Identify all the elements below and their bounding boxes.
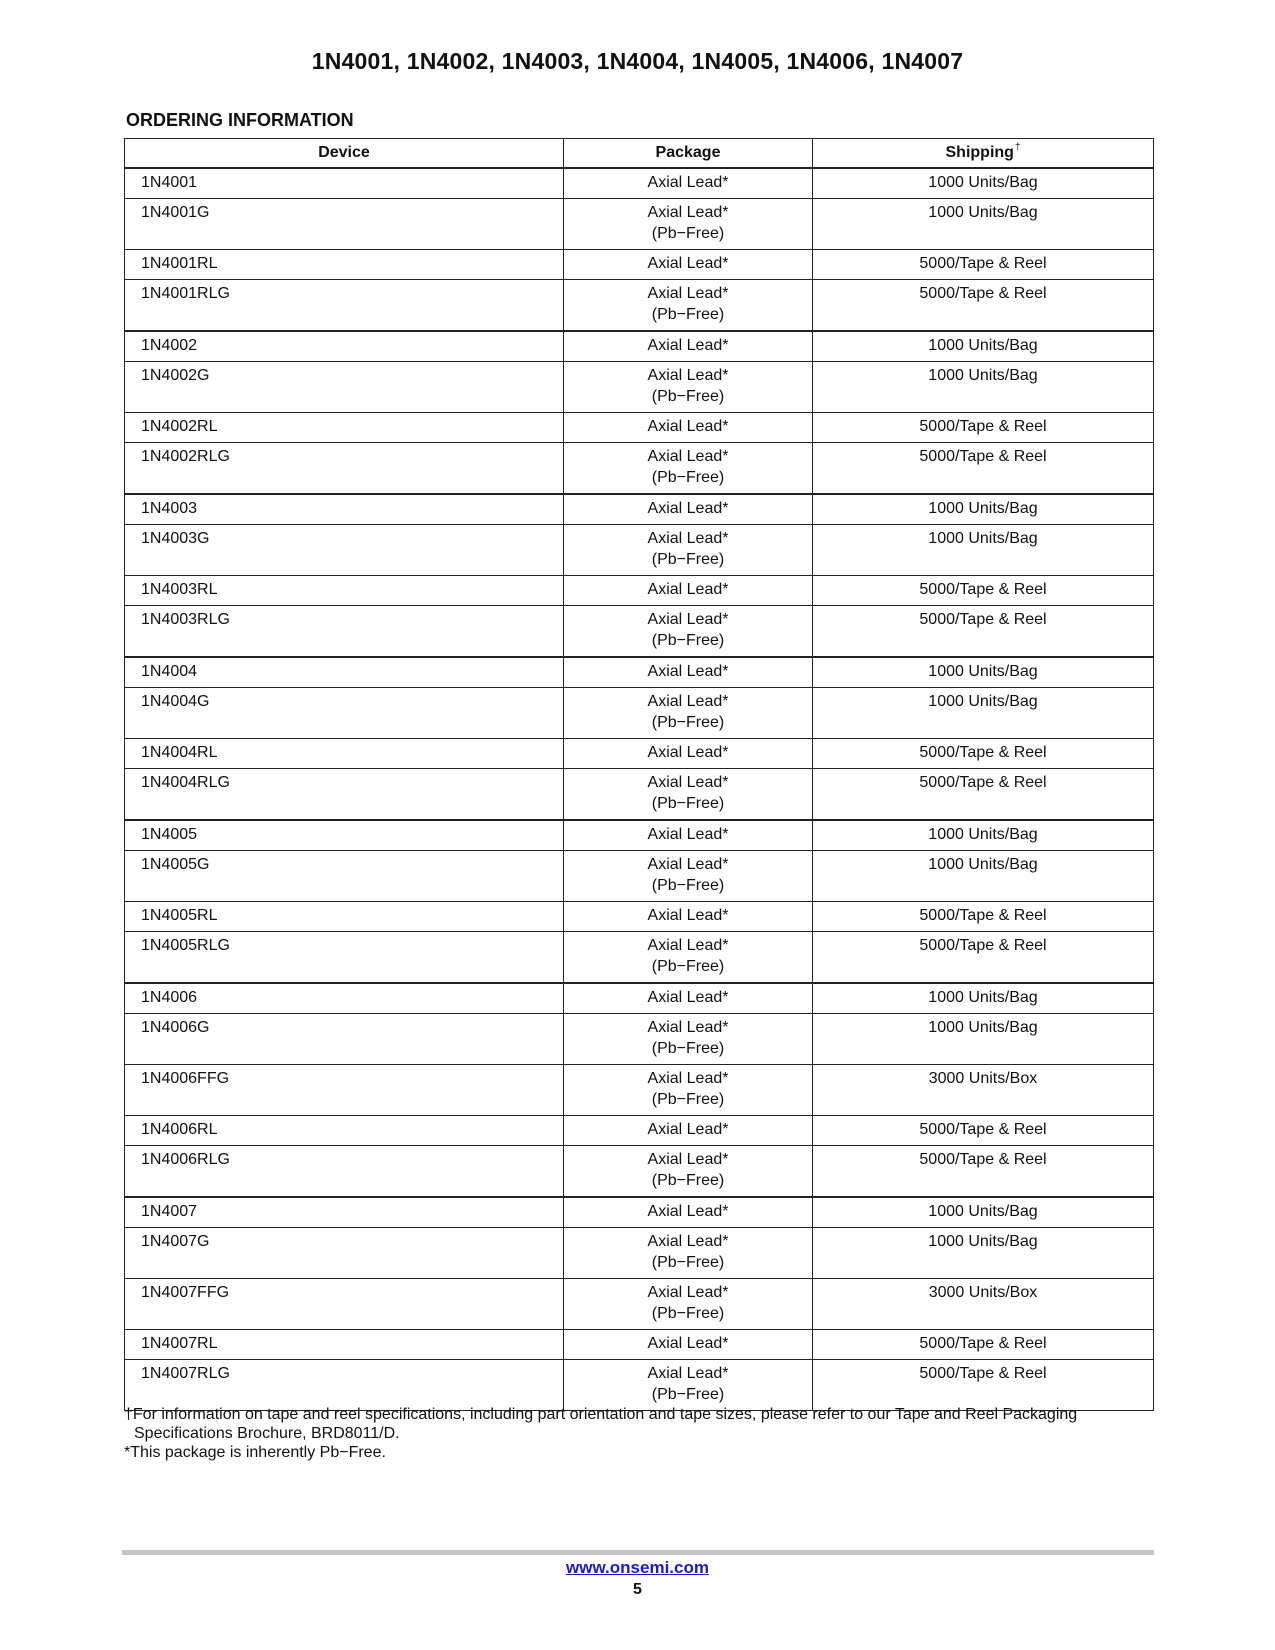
device-cell: 1N4005G (125, 851, 564, 902)
package-type: Axial Lead* (647, 693, 729, 710)
device-cell: 1N4004RL (125, 739, 564, 769)
package-type: Axial Lead* (647, 1151, 729, 1168)
package-type: Axial Lead* (647, 285, 729, 302)
table-row (125, 1279, 1154, 1330)
device-cell: 1N4002RL (125, 413, 564, 443)
package-cell (564, 739, 813, 769)
device-cell: 1N4002 (125, 331, 564, 362)
package-type: Axial Lead* (647, 663, 729, 680)
shipping-cell: 5000/Tape & Reel (813, 576, 1154, 606)
shipping-cell: 3000 Units/Box (813, 1065, 1154, 1116)
table-row (125, 525, 1154, 576)
package-cell (564, 250, 813, 280)
package-type: Axial Lead* (647, 937, 729, 954)
package-cell (564, 606, 813, 658)
shipping-cell: 5000/Tape & Reel (813, 1360, 1154, 1411)
package-pb-free: (Pb−Free) (651, 551, 725, 568)
package-pb-free: (Pb−Free) (651, 795, 725, 812)
table-row (125, 769, 1154, 821)
device-cell: 1N4007 (125, 1197, 564, 1228)
package-cell (564, 1360, 813, 1411)
device-cell: 1N4006 (125, 983, 564, 1014)
package-type: Axial Lead* (647, 989, 729, 1006)
table-row (125, 168, 1154, 199)
table-header-row (125, 139, 1154, 169)
shipping-cell: 1000 Units/Bag (813, 688, 1154, 739)
website-link[interactable]: www.onsemi.com (566, 1558, 709, 1577)
package-type: Axial Lead* (647, 907, 729, 924)
shipping-cell: 1000 Units/Bag (813, 1228, 1154, 1279)
package-type: Axial Lead* (647, 448, 729, 465)
table-row (125, 688, 1154, 739)
ordering-table (124, 138, 1154, 1411)
package-pb-free: (Pb−Free) (651, 877, 725, 894)
device-cell: 1N4001RLG (125, 280, 564, 332)
table-row (125, 413, 1154, 443)
device-cell: 1N4007G (125, 1228, 564, 1279)
device-cell: 1N4001 (125, 168, 564, 199)
table-row (125, 576, 1154, 606)
package-cell (564, 362, 813, 413)
shipping-cell: 1000 Units/Bag (813, 1014, 1154, 1065)
column-header-device: Device (125, 139, 564, 169)
package-pb-free: (Pb−Free) (651, 1091, 725, 1108)
package-type: Axial Lead* (647, 856, 729, 873)
package-cell (564, 443, 813, 495)
table-row (125, 902, 1154, 932)
dagger-mark: † (1014, 142, 1021, 153)
device-cell: 1N4007FFG (125, 1279, 564, 1330)
package-cell (564, 331, 813, 362)
package-cell (564, 851, 813, 902)
table-row (125, 932, 1154, 984)
device-cell: 1N4005 (125, 820, 564, 851)
package-cell (564, 1279, 813, 1330)
package-cell (564, 280, 813, 332)
table-row (125, 443, 1154, 495)
shipping-cell: 5000/Tape & Reel (813, 250, 1154, 280)
table-row (125, 1014, 1154, 1065)
table-row (125, 1146, 1154, 1198)
pb-free-note: *This package is inherently Pb−Free. (124, 1444, 386, 1461)
table-row (125, 820, 1154, 851)
package-pb-free: (Pb−Free) (651, 1172, 725, 1189)
column-header-shipping (813, 139, 1154, 169)
shipping-cell: 1000 Units/Bag (813, 168, 1154, 199)
table-row (125, 1197, 1154, 1228)
package-pb-free: (Pb−Free) (651, 225, 725, 242)
package-cell (564, 1228, 813, 1279)
device-cell: 1N4007RLG (125, 1360, 564, 1411)
footer-divider (122, 1550, 1154, 1555)
package-cell (564, 688, 813, 739)
table-row (125, 739, 1154, 769)
package-type: Axial Lead* (647, 611, 729, 628)
package-cell (564, 820, 813, 851)
package-cell (564, 413, 813, 443)
package-cell (564, 199, 813, 250)
package-cell (564, 983, 813, 1014)
package-cell (564, 168, 813, 199)
package-type: Axial Lead* (647, 826, 729, 843)
column-header-package: Package (564, 139, 813, 169)
table-row (125, 983, 1154, 1014)
shipping-cell: 5000/Tape & Reel (813, 280, 1154, 332)
device-cell: 1N4001RL (125, 250, 564, 280)
shipping-cell: 5000/Tape & Reel (813, 1330, 1154, 1360)
package-cell (564, 525, 813, 576)
package-pb-free: (Pb−Free) (651, 1254, 725, 1271)
shipping-cell: 1000 Units/Bag (813, 525, 1154, 576)
device-cell: 1N4004 (125, 657, 564, 688)
table-row (125, 362, 1154, 413)
shipping-cell: 1000 Units/Bag (813, 1197, 1154, 1228)
package-type: Axial Lead* (647, 1233, 729, 1250)
package-pb-free: (Pb−Free) (651, 1040, 725, 1057)
package-pb-free: (Pb−Free) (651, 958, 725, 975)
package-cell (564, 1014, 813, 1065)
package-type: Axial Lead* (647, 174, 729, 191)
device-cell: 1N4003G (125, 525, 564, 576)
table-row (125, 280, 1154, 332)
table-row (125, 1330, 1154, 1360)
shipping-cell: 5000/Tape & Reel (813, 1146, 1154, 1198)
package-type: Axial Lead* (647, 774, 729, 791)
tape-reel-note (124, 1405, 1154, 1443)
device-cell: 1N4005RLG (125, 932, 564, 984)
device-cell: 1N4006RL (125, 1116, 564, 1146)
package-type: Axial Lead* (647, 530, 729, 547)
package-pb-free: (Pb−Free) (651, 714, 725, 731)
table-row (125, 199, 1154, 250)
device-cell: 1N4003 (125, 494, 564, 525)
package-type: Axial Lead* (647, 500, 729, 517)
package-type: Axial Lead* (647, 581, 729, 598)
package-type: Axial Lead* (647, 1070, 729, 1087)
device-cell: 1N4001G (125, 199, 564, 250)
table-row (125, 851, 1154, 902)
device-cell: 1N4003RLG (125, 606, 564, 658)
shipping-cell: 5000/Tape & Reel (813, 932, 1154, 984)
shipping-cell: 5000/Tape & Reel (813, 443, 1154, 495)
package-type: Axial Lead* (647, 1121, 729, 1138)
table-row (125, 250, 1154, 280)
document-title: 1N4001, 1N4002, 1N4003, 1N4004, 1N4005, 1N4006, 1N4007 (311, 48, 964, 74)
shipping-cell: 1000 Units/Bag (813, 820, 1154, 851)
shipping-cell: 5000/Tape & Reel (813, 1116, 1154, 1146)
package-cell (564, 1065, 813, 1116)
column-header-shipping-label: Shipping (945, 144, 1014, 161)
shipping-cell: 3000 Units/Box (813, 1279, 1154, 1330)
shipping-cell: 1000 Units/Bag (813, 494, 1154, 525)
table-row (125, 606, 1154, 658)
shipping-cell: 1000 Units/Bag (813, 199, 1154, 250)
package-cell (564, 1330, 813, 1360)
package-pb-free: (Pb−Free) (651, 1386, 725, 1403)
table-body (125, 168, 1154, 1411)
device-cell: 1N4006G (125, 1014, 564, 1065)
package-cell (564, 494, 813, 525)
table-row (125, 1065, 1154, 1116)
shipping-cell: 5000/Tape & Reel (813, 739, 1154, 769)
section-title: ORDERING INFORMATION (126, 110, 354, 130)
device-cell: 1N4002G (125, 362, 564, 413)
package-cell (564, 1116, 813, 1146)
table-row (125, 1228, 1154, 1279)
shipping-cell: 5000/Tape & Reel (813, 413, 1154, 443)
table-row (125, 657, 1154, 688)
package-type: Axial Lead* (647, 367, 729, 384)
package-type: Axial Lead* (647, 1365, 729, 1382)
device-cell: 1N4006RLG (125, 1146, 564, 1198)
package-cell (564, 576, 813, 606)
shipping-cell: 1000 Units/Bag (813, 983, 1154, 1014)
package-type: Axial Lead* (647, 255, 729, 272)
package-pb-free: (Pb−Free) (651, 306, 725, 323)
device-cell: 1N4004RLG (125, 769, 564, 821)
table-notes (124, 1405, 1154, 1462)
page-number: 5 (633, 1581, 642, 1598)
shipping-cell: 5000/Tape & Reel (813, 902, 1154, 932)
package-cell (564, 932, 813, 984)
package-type: Axial Lead* (647, 1203, 729, 1220)
table-row (125, 1360, 1154, 1411)
package-pb-free: (Pb−Free) (651, 469, 725, 486)
package-cell (564, 1197, 813, 1228)
table-row (125, 331, 1154, 362)
package-pb-free: (Pb−Free) (651, 632, 725, 649)
package-pb-free: (Pb−Free) (651, 1305, 725, 1322)
package-cell (564, 1146, 813, 1198)
package-type: Axial Lead* (647, 337, 729, 354)
package-type: Axial Lead* (647, 744, 729, 761)
device-cell: 1N4002RLG (125, 443, 564, 495)
shipping-cell: 5000/Tape & Reel (813, 606, 1154, 658)
shipping-cell: 1000 Units/Bag (813, 657, 1154, 688)
package-cell (564, 769, 813, 821)
package-type: Axial Lead* (647, 1284, 729, 1301)
shipping-cell: 1000 Units/Bag (813, 362, 1154, 413)
device-cell: 1N4006FFG (125, 1065, 564, 1116)
shipping-cell: 1000 Units/Bag (813, 851, 1154, 902)
shipping-cell: 1000 Units/Bag (813, 331, 1154, 362)
shipping-cell: 5000/Tape & Reel (813, 769, 1154, 821)
table-row (125, 494, 1154, 525)
device-cell: 1N4005RL (125, 902, 564, 932)
package-cell (564, 657, 813, 688)
package-type: Axial Lead* (647, 204, 729, 221)
device-cell: 1N4003RL (125, 576, 564, 606)
package-type: Axial Lead* (647, 1335, 729, 1352)
table-row (125, 1116, 1154, 1146)
package-type: Axial Lead* (647, 418, 729, 435)
device-cell: 1N4004G (125, 688, 564, 739)
device-cell: 1N4007RL (125, 1330, 564, 1360)
tape-reel-note-line1: †For information on tape and reel specifications, including part orientation and tape sizes, please refer to our Tape and Reel Packaging (124, 1406, 1078, 1423)
package-pb-free: (Pb−Free) (651, 388, 725, 405)
tape-reel-note-line2: Specifications Brochure, BRD8011/D. (134, 1425, 400, 1442)
package-type: Axial Lead* (647, 1019, 729, 1036)
package-cell (564, 902, 813, 932)
